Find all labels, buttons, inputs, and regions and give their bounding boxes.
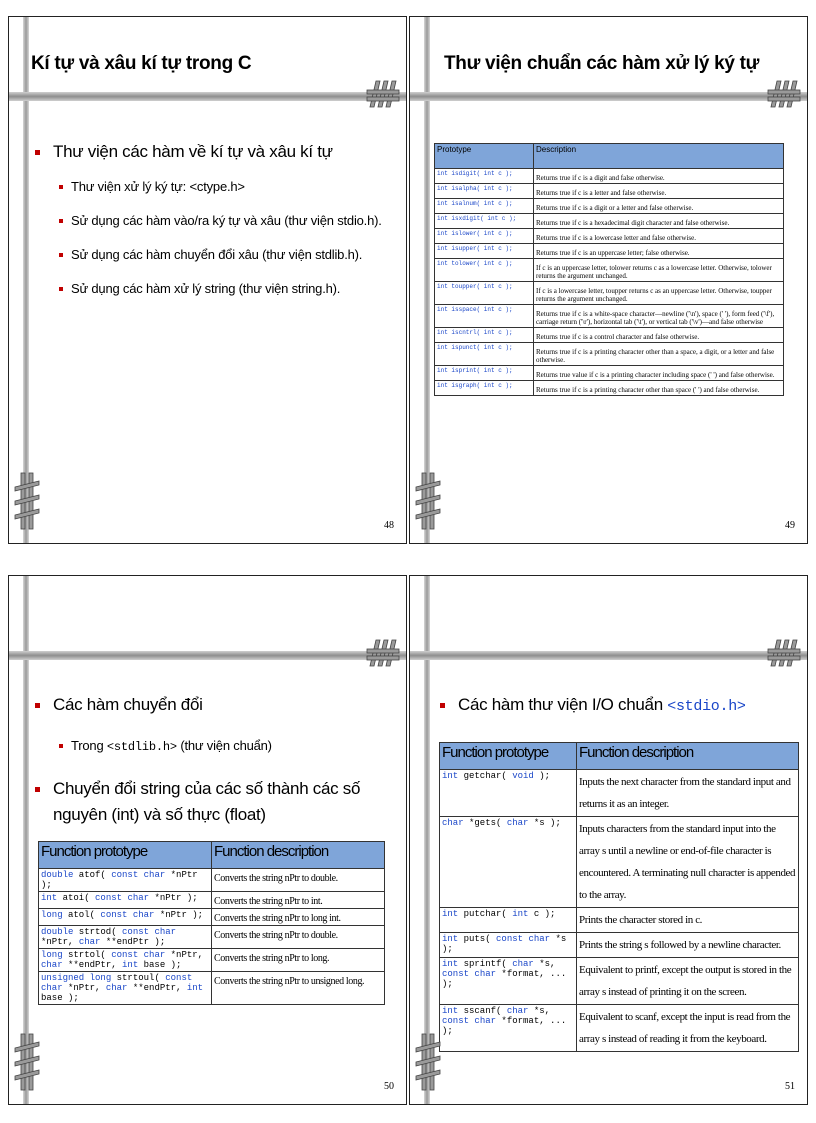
bullet-marker [35,150,40,155]
table-row [39,949,385,972]
prototype-cell: int sprintf( char *s, const char *format, ... ); [440,958,577,1005]
table-row [435,259,784,282]
bullet-main [53,692,393,718]
page-number: 48 [384,520,394,531]
description-cell: Equivalent to scanf, except the input is read from the array s instead of reading it from the keyboard. [577,1005,799,1052]
column-header: Description [534,144,784,169]
description-cell: Returns true if c is an uppercase letter; false otherwise. [534,244,784,259]
slide-49 [409,16,808,544]
decorative-fence-icon [13,471,41,531]
description-cell: Returns true if c is a printing character other than space (' ') and false otherwise. [534,381,784,396]
decorative-logo-icon [366,79,400,109]
bullet-text: Thư viện các hàm về kí tự và xâu kí tự [53,142,333,161]
prototype-cell: int getchar( void ); [440,770,577,817]
horizontal-rule [9,92,406,101]
prototype-cell: int iscntrl( int c ); [435,328,534,343]
prototype-cell: int isalnum( int c ); [435,199,534,214]
prototype-cell: char *gets( char *s ); [440,817,577,908]
bullet-text: Các hàm chuyển đổi [53,695,203,714]
bullet-marker [35,703,40,708]
table-row [39,972,385,1005]
bullet-marker [59,185,63,189]
bullet-text: Chuyển đổi string của các số thành các số nguyên (int) và số thực (float) [53,779,361,824]
table-row [440,933,799,958]
description-cell: Returns true if c is a control character and false otherwise. [534,328,784,343]
table-header-row [39,842,385,869]
description-cell: Converts the string nPtr to int. [212,892,385,909]
decorative-fence-icon [13,1032,41,1092]
description-cell: Converts the string nPtr to double. [212,869,385,892]
bullet-marker [59,744,63,748]
bullet-marker [59,287,63,291]
decorative-logo-icon [366,638,400,668]
page-number: 51 [785,1081,795,1092]
table-row [435,214,784,229]
slide-title: Kí tự và xâu kí tự trong C [31,53,252,74]
prototype-cell: int atoi( const char *nPtr ); [39,892,212,909]
description-cell: Prints the string s followed by a newline character. [577,933,799,958]
prototype-cell: long atol( const char *nPtr ); [39,909,212,926]
description-cell: Equivalent to printf, except the output is stored in the array s instead of printing it on the screen. [577,958,799,1005]
bullet-marker [59,219,63,223]
description-cell: Returns true if c is a printing character other than a space, a digit, or a letter and false otherwise. [534,343,784,366]
prototype-cell: int islower( int c ); [435,229,534,244]
slide-48 [8,16,407,544]
sub-bullet-text: (thư viện chuẩn) [176,738,272,753]
prototype-cell: double atof( const char *nPtr ); [39,869,212,892]
description-cell: Converts the string nPtr to double. [212,926,385,949]
bullet-main [53,139,393,165]
prototype-cell: int isdigit( int c ); [435,169,534,184]
description-cell: Converts the string nPtr to unsigned long. [212,972,385,1005]
prototype-cell: int putchar( int c ); [440,908,577,933]
conversion-functions-table [38,841,385,1005]
table-row [39,926,385,949]
horizontal-rule [410,651,807,660]
sub-bullet [71,179,245,194]
prototype-cell: int isalpha( int c ); [435,184,534,199]
horizontal-rule [9,651,406,660]
sub-bullet [71,281,340,296]
prototype-cell: double strtod( const char *nPtr, char **endPtr ); [39,926,212,949]
prototype-cell: int toupper( int c ); [435,282,534,305]
table-row [435,184,784,199]
description-cell: Inputs characters from the standard input into the array s until a newline or end-of-file character is encountered. A terminating null character is appended to the array. [577,817,799,908]
horizontal-rule [410,92,807,101]
table-row [435,229,784,244]
description-cell: Converts the string nPtr to long. [212,949,385,972]
slide-title: Thư viện chuẩn các hàm xử lý ký tự [444,53,760,74]
table-row [435,199,784,214]
decorative-logo-icon [767,79,801,109]
prototype-cell: int puts( const char *s ); [440,933,577,958]
column-header: Function prototype [440,743,577,770]
ctype-functions-table [434,143,784,396]
table-row [440,1005,799,1052]
table-header-row [435,144,784,169]
table-row [435,169,784,184]
stdio-functions-table [439,742,799,1052]
sub-bullet [71,213,382,228]
slide-51 [409,575,808,1105]
description-cell: Returns true if c is a digit and false otherwise. [534,169,784,184]
table-row [435,244,784,259]
description-cell: Returns true if c is a hexadecimal digit character and false otherwise. [534,214,784,229]
table-row [435,366,784,381]
table-row [39,869,385,892]
bullet-text: Các hàm thư viện I/O chuẩn [458,695,668,714]
page-number: 50 [384,1081,394,1092]
decorative-logo-icon [767,638,801,668]
description-cell: Prints the character stored in c. [577,908,799,933]
column-header: Function description [212,842,385,869]
prototype-cell: int isgraph( int c ); [435,381,534,396]
description-cell: Returns true if c is a lowercase letter and false otherwise. [534,229,784,244]
page-number: 49 [785,520,795,531]
table-row [440,817,799,908]
sub-bullet [71,738,272,754]
table-row [39,909,385,926]
table-row [440,958,799,1005]
table-row [435,381,784,396]
bullet-main [53,776,393,828]
table-row [435,328,784,343]
prototype-cell: int isupper( int c ); [435,244,534,259]
header-code: <stdio.h> [667,698,746,715]
prototype-cell: int isspace( int c ); [435,305,534,328]
description-cell: If c is a lowercase letter, toupper returns c as an uppercase letter. Otherwise, toupper returns the argument unchanged. [534,282,784,305]
table-row [440,770,799,817]
prototype-cell: int sscanf( char *s, const char *format, ... ); [440,1005,577,1052]
bullet-marker [35,787,40,792]
column-header: Function description [577,743,799,770]
table-row [435,343,784,366]
bullet-main [458,692,798,720]
table-row [435,282,784,305]
description-cell: If c is an uppercase letter, tolower returns c as a lowercase letter. Otherwise, tolower returns the argument unchanged. [534,259,784,282]
sub-bullet-text: Thư viện xử lý ký tự: <ctype.h> [71,179,245,194]
description-cell: Returns true value if c is a printing character including space (' ') and false otherwise. [534,366,784,381]
description-cell: Returns true if c is a digit or a letter and false otherwise. [534,199,784,214]
description-cell: Inputs the next character from the standard input and returns it as an integer. [577,770,799,817]
description-cell: Returns true if c is a white-space character—newline ('\n'), space (' '), form feed ('\f'), carriage return ('\r'), horizontal tab ('\t'), or vertical tab ('\v')—and false otherwise [534,305,784,328]
sub-bullet-text: Sử dụng các hàm xử lý string (thư viện string.h). [71,281,341,296]
description-cell: Returns true if c is a letter and false otherwise. [534,184,784,199]
table-row [39,892,385,909]
prototype-cell: int tolower( int c ); [435,259,534,282]
decorative-fence-icon [414,1032,442,1092]
sub-bullet-text: Trong [71,738,107,753]
decorative-fence-icon [414,471,442,531]
sub-bullet-text: Sử dụng các hàm vào/ra ký tự và xâu (thư viện stdio.h). [71,213,382,228]
bullet-marker [440,703,445,708]
prototype-cell: int isprint( int c ); [435,366,534,381]
column-header: Function prototype [39,842,212,869]
table-row [435,305,784,328]
bullet-marker [59,253,63,257]
prototype-cell: unsigned long strtoul( const char *nPtr, char **endPtr, int base ); [39,972,212,1005]
slide-50 [8,575,407,1105]
prototype-cell: int isxdigit( int c ); [435,214,534,229]
prototype-cell: int ispunct( int c ); [435,343,534,366]
description-cell: Converts the string nPtr to long int. [212,909,385,926]
prototype-cell: long strtol( const char *nPtr, char **endPtr, int base ); [39,949,212,972]
column-header: Prototype [435,144,534,169]
sub-bullet [71,247,362,262]
table-header-row [440,743,799,770]
sub-bullet-text: Sử dụng các hàm chuyển đổi xâu (thư viện stdlib.h). [71,247,363,262]
table-row [440,908,799,933]
header-code: <stdlib.h> [106,740,177,754]
